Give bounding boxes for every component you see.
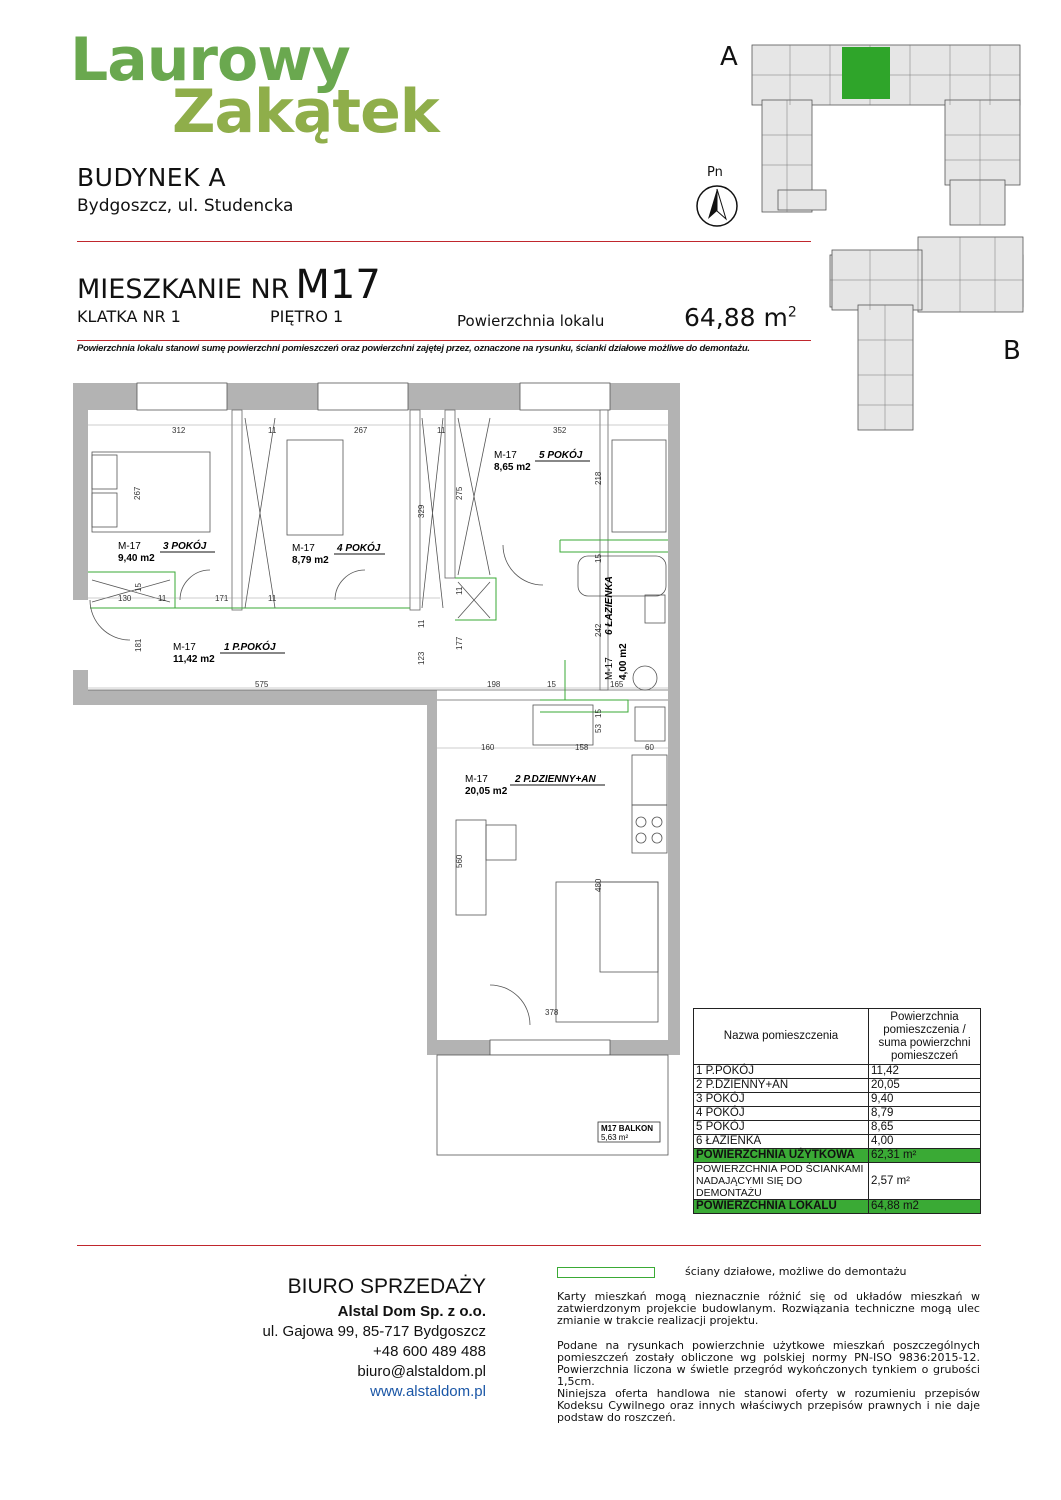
divider xyxy=(77,1245,981,1246)
table-cell: 2 P.DZIENNY+AN xyxy=(694,1079,869,1093)
north-label: Pn xyxy=(707,165,723,180)
table-cell: 20,05 xyxy=(869,1079,981,1093)
dimension-label: 11 xyxy=(158,594,167,603)
table-cell: 3 POKÓJ xyxy=(694,1093,869,1107)
room-name: 6 ŁAZIENKA xyxy=(604,576,615,635)
dimension-label: 11 xyxy=(437,426,446,435)
dimension-label: 15 xyxy=(594,709,603,718)
table-cell: 2,57 m² xyxy=(869,1163,981,1200)
floor: PIĘTRO 1 xyxy=(270,307,344,326)
dimension-label: 15 xyxy=(547,680,556,689)
sales-website-link[interactable]: www.alstaldom.pl xyxy=(370,1383,486,1400)
exterior-walls xyxy=(73,383,680,1055)
table-cell: 11,42 xyxy=(869,1065,981,1079)
dimension-label: 11 xyxy=(268,594,277,603)
balcony-name: M17 BALKON xyxy=(601,1124,654,1133)
partition-legend-text: ściany działowe, możliwe do demontażu xyxy=(685,1265,907,1278)
sales-company: Alstal Dom Sp. z o.o. xyxy=(337,1303,486,1320)
dimension-label: 218 xyxy=(594,471,603,485)
apartment-highlight xyxy=(842,47,890,99)
dimension-label: 15 xyxy=(594,554,603,563)
sales-address: ul. Gajowa 99, 85-717 Bydgoszcz xyxy=(262,1323,486,1340)
building-b-outline xyxy=(830,237,1023,430)
disclaimer-1: Karty mieszkań mogą nieznacznie różnić się od układów mieszkań w zatwierdzonym projekcie budowlanym. Rozwiązania techniczne mogą ulec zmianie w trakcie realizacji projektu. xyxy=(557,1290,980,1327)
dimension-label: 480 xyxy=(594,878,603,892)
table-cell: 6 ŁAZIENKA xyxy=(694,1135,869,1149)
table-cell: 1 P.POKÓJ xyxy=(694,1065,869,1079)
apartment-title xyxy=(77,262,381,308)
removable-partitions xyxy=(88,540,668,712)
disclaimer-2: Podane na rysunkach powierzchnie użytkowe mieszkań poszczególnych pomieszczeń zostały obliczone wg polskiej normy PN-ISO 9836:2015-12. Powierzchnia liczona w świetle przegród wykończonych tynkiem o grubości 1,5cm. xyxy=(557,1339,980,1388)
disclaimer-3: Niniejsza oferta handlowa nie stanowi oferty w rozumieniu przepisów Kodeksu Cywilnego oraz innych właściwych przepisów prawnych i nie daje podstaw do roszczeń. xyxy=(557,1387,980,1424)
area-number: 64,88 m xyxy=(684,303,788,332)
windows xyxy=(137,383,610,1055)
room-name: 4 POKÓJ xyxy=(337,543,381,554)
table-cell: POWIERZCHNIA LOKALU xyxy=(694,1200,869,1214)
floor-plan xyxy=(0,375,700,1175)
logo-line-2: Zakątek xyxy=(172,77,439,147)
apartment-number: M17 xyxy=(295,262,381,308)
entrance-door-opening xyxy=(73,600,88,670)
building-b-label: B xyxy=(1003,336,1021,366)
room-area: 20,05 m2 xyxy=(465,786,508,797)
staircase: KLATKA NR 1 xyxy=(77,307,181,326)
key-plan xyxy=(750,40,1025,435)
room-area: 4,00 m2 xyxy=(618,643,629,680)
dimension-label: 11 xyxy=(268,426,277,435)
logo-line-1: Laurowy xyxy=(70,25,350,95)
table-cell: 4 POKÓJ xyxy=(694,1107,869,1121)
dimension-label: 130 xyxy=(118,594,132,603)
total-area-row xyxy=(694,1200,981,1214)
dimension-label: 275 xyxy=(455,486,464,500)
room-code: M-17 xyxy=(604,657,615,680)
dimension-label: 181 xyxy=(134,638,143,652)
usable-area-row xyxy=(694,1149,981,1163)
dimension-label: 352 xyxy=(553,426,567,435)
area-note: Powierzchnia lokalu stanowi sumę powierzchni pomieszczeń oraz powierzchni zajętej przez, oznaczone na rysunku, ścianki działowe możliwe do demontażu. xyxy=(77,343,750,354)
sales-title: BIURO SPRZEDAŻY xyxy=(287,1275,486,1298)
table-row xyxy=(694,1093,981,1107)
building-a-label: A xyxy=(720,42,738,72)
dimension-label: 11 xyxy=(417,619,426,628)
room-name: 3 POKÓJ xyxy=(163,541,207,552)
dimension-label: 15 xyxy=(134,583,143,592)
table-row xyxy=(694,1079,981,1093)
room-code: M-17 xyxy=(465,774,488,785)
building-title: BUDYNEK A xyxy=(77,163,227,192)
table-cell: 9,40 xyxy=(869,1093,981,1107)
furniture xyxy=(90,418,667,1025)
table-row xyxy=(694,1121,981,1135)
table-cell: 5 POKÓJ xyxy=(694,1121,869,1135)
dimension-label xyxy=(694,1009,981,1065)
dimension-label: 329 xyxy=(417,504,426,518)
dimension-label: 378 xyxy=(545,1008,559,1017)
building-address: Bydgoszcz, ul. Studencka xyxy=(77,196,294,216)
dimension-label: 198 xyxy=(487,680,501,689)
table-row xyxy=(694,1135,981,1149)
room-name: 1 P.POKÓJ xyxy=(224,642,276,653)
room-area: 11,42 m2 xyxy=(173,654,215,665)
balcony-area: 5,63 m² xyxy=(601,1133,629,1142)
dimension-label: 123 xyxy=(417,651,426,665)
dimension-label: 171 xyxy=(215,594,229,603)
partition-area-row xyxy=(694,1163,981,1200)
dimension-label: 267 xyxy=(133,486,142,500)
apartment-prefix: MIESZKANIE NR xyxy=(77,274,290,305)
room-code: M-17 xyxy=(173,642,196,653)
partition-legend-swatch xyxy=(557,1267,655,1278)
room-code: M-17 xyxy=(118,541,141,552)
area-unit: 2 xyxy=(787,304,797,321)
room-name: 5 POKÓJ xyxy=(539,450,583,461)
dimension-label: 242 xyxy=(594,623,603,637)
dimension-label: 11 xyxy=(455,586,464,595)
sales-office xyxy=(263,1272,486,1402)
dimension-label: 560 xyxy=(455,854,464,868)
dimension-label: 312 xyxy=(172,426,186,435)
table-cell: 64,88 m2 xyxy=(869,1200,981,1214)
room-area-table xyxy=(693,1008,981,1214)
dimension-label: 267 xyxy=(354,426,368,435)
sales-phone[interactable]: +48 600 489 488 xyxy=(372,1343,486,1360)
table-row xyxy=(694,1065,981,1079)
table-cell: POWIERZCHNIA UŻYTKOWA xyxy=(694,1149,869,1163)
north-arrow-icon xyxy=(694,183,740,229)
table-cell: 4,00 xyxy=(869,1135,981,1149)
table-header-name: Nazwa pomieszczenia xyxy=(694,1009,869,1065)
room-code: M-17 xyxy=(292,543,315,554)
sales-email[interactable]: biuro@alstaldom.pl xyxy=(357,1363,486,1380)
table-cell: 8,65 xyxy=(869,1121,981,1135)
area-label: Powierzchnia lokalu xyxy=(457,312,605,330)
table-cell: 8,79 xyxy=(869,1107,981,1121)
room-code: M-17 xyxy=(494,450,517,461)
dimension-label: 165 xyxy=(610,680,624,689)
dimension-label: 160 xyxy=(481,743,495,752)
dimension-label: 575 xyxy=(255,680,269,689)
dimension-label: 60 xyxy=(645,743,654,752)
dimension-label: 177 xyxy=(455,636,464,650)
table-row xyxy=(694,1107,981,1121)
dimension-label: 158 xyxy=(575,743,589,752)
table-cell: POWIERZCHNIA POD ŚCIANKAMI NADAJĄCYMI SIĘ DO DEMONTAŻU xyxy=(694,1163,869,1200)
dimension-label: 53 xyxy=(594,724,603,733)
table-cell: 62,31 m² xyxy=(869,1149,981,1163)
room-area: 8,79 m2 xyxy=(292,555,329,566)
divider xyxy=(77,241,811,242)
room-area: 8,65 m2 xyxy=(494,462,531,473)
divider xyxy=(77,340,811,341)
room-name: 2 P.DZIENNY+AN xyxy=(515,774,596,785)
room-area: 9,40 m2 xyxy=(118,553,155,564)
dimension-labels xyxy=(118,426,654,1017)
table-header-area: Powierzchnia pomieszczenia / suma powierzchni pomieszczeń xyxy=(869,1009,981,1065)
